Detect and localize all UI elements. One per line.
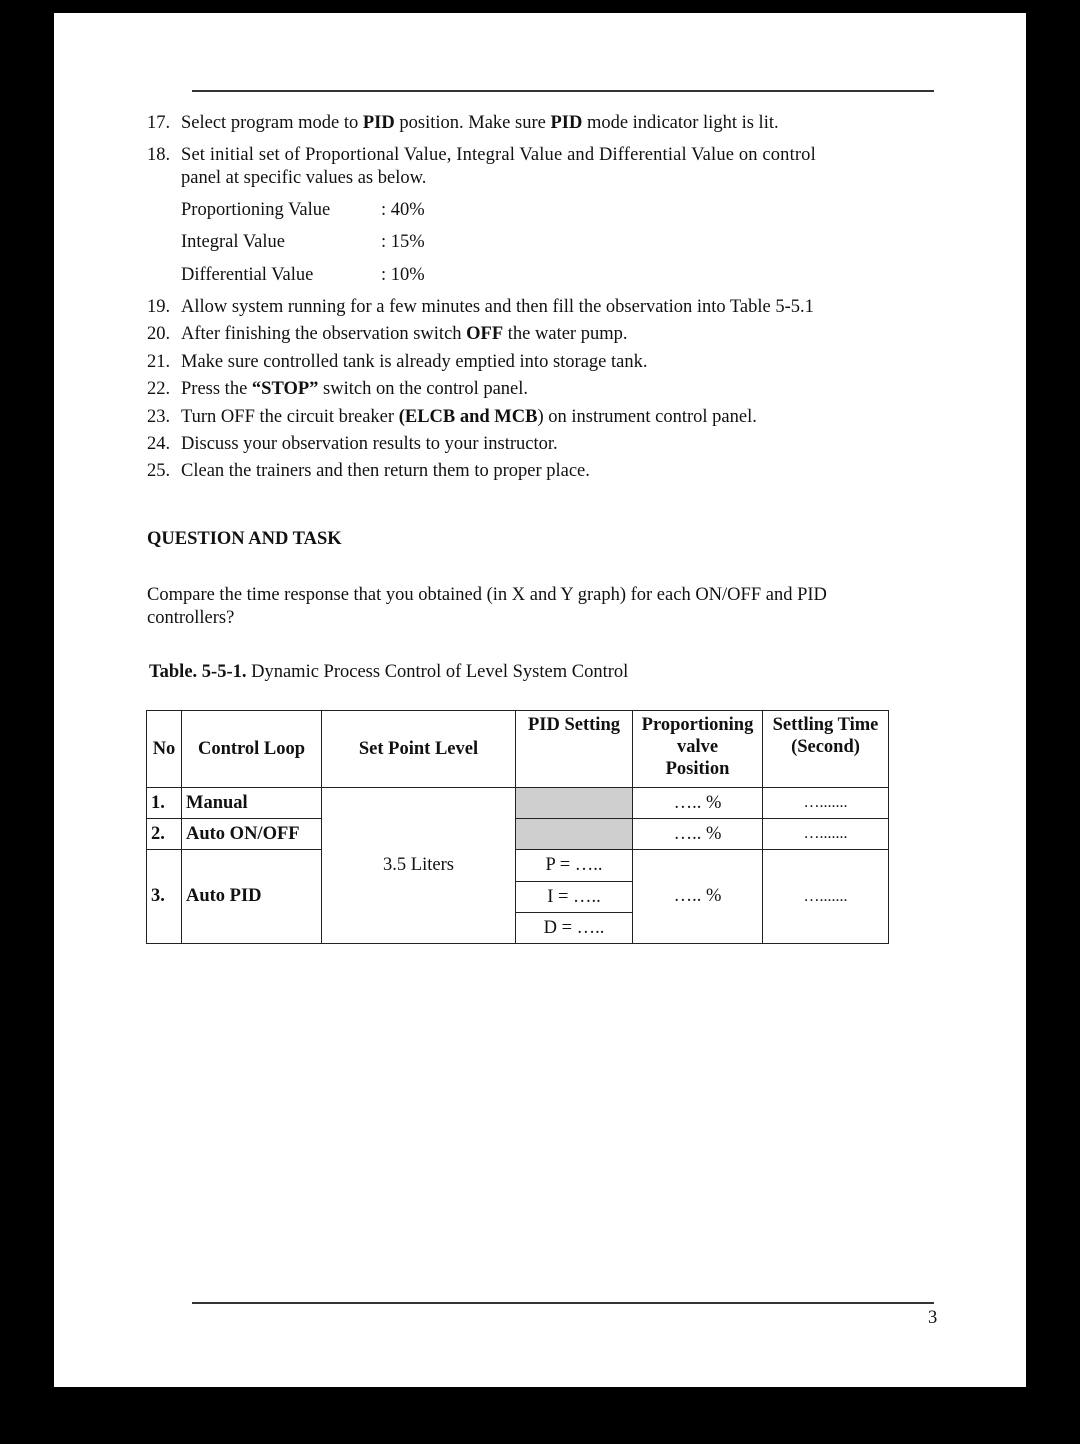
step-18-cont: panel at specific values as below.: [181, 168, 427, 188]
table-row: [147, 788, 889, 819]
row-loop: Auto ON/OFF: [182, 819, 322, 850]
setting-differential: Differential Value : 10%: [181, 265, 425, 285]
step-19: 19. Allow system running for a few minutes and then fill the observation into Table 5-5.1: [147, 297, 814, 317]
step-25: 25. Clean the trainers and then return them to proper place.: [147, 461, 590, 481]
row-no: 1.: [147, 788, 182, 819]
header-pid-setting: PID Setting: [516, 711, 633, 788]
row-loop: Manual: [182, 788, 322, 819]
step-24: 24. Discuss your observation results to your instructor.: [147, 434, 558, 454]
pid-d-value: D = …..: [516, 913, 633, 944]
header-settling-time: Settling Time (Second): [763, 711, 889, 788]
step-17: 17. Select program mode to PID position. Make sure PID mode indicator light is lit.: [147, 113, 779, 133]
pid-i-value: I = …..: [516, 882, 633, 913]
table-row: [147, 850, 889, 882]
row-no: 3.: [147, 850, 182, 944]
table-row: [147, 819, 889, 850]
valve-position: ….. %: [633, 819, 763, 850]
observation-table: [146, 710, 889, 944]
pid-cell-shaded: [516, 788, 633, 819]
header-rule: [192, 90, 934, 92]
step-20: 20. After finishing the observation switch OFF the water pump.: [147, 324, 628, 344]
pid-cell-shaded: [516, 819, 633, 850]
footer-rule: [192, 1302, 934, 1304]
question-text-cont: controllers?: [147, 608, 235, 628]
page-number: 3: [928, 1308, 938, 1328]
pid-p-value: P = …..: [516, 850, 633, 882]
header-set-point: Set Point Level: [322, 711, 516, 788]
settling-time: ….......: [763, 819, 889, 850]
row-no: 2.: [147, 819, 182, 850]
step-18: 18. Set initial set of Proportional Value, Integral Value and Differential Value on control: [147, 145, 816, 165]
setting-proportioning: Proportioning Value : 40%: [181, 200, 425, 220]
header-no: No: [147, 711, 182, 788]
valve-position: ….. %: [633, 788, 763, 819]
header-control-loop: Control Loop: [182, 711, 322, 788]
valve-position: ….. %: [633, 850, 763, 944]
document-page: [54, 13, 1026, 1387]
section-heading: QUESTION AND TASK: [147, 529, 342, 549]
settling-time: ….......: [763, 788, 889, 819]
table-header-row: [147, 711, 889, 788]
question-text: Compare the time response that you obtained (in X and Y graph) for each ON/OFF and PID: [147, 585, 827, 605]
row-loop: Auto PID: [182, 850, 322, 944]
step-21: 21. Make sure controlled tank is already emptied into storage tank.: [147, 352, 648, 372]
step-23: 23. Turn OFF the circuit breaker (ELCB and MCB) on instrument control panel.: [147, 407, 757, 427]
table-caption: Table. 5-5-1. Dynamic Process Control of Level System Control: [149, 662, 629, 682]
settling-time: ….......: [763, 850, 889, 944]
step-22: 22. Press the “STOP” switch on the control panel.: [147, 379, 529, 399]
header-proportioning-valve: Proportioning valve Position: [633, 711, 763, 788]
set-point-value: 3.5 Liters: [322, 788, 516, 944]
setting-integral: Integral Value : 15%: [181, 232, 425, 252]
